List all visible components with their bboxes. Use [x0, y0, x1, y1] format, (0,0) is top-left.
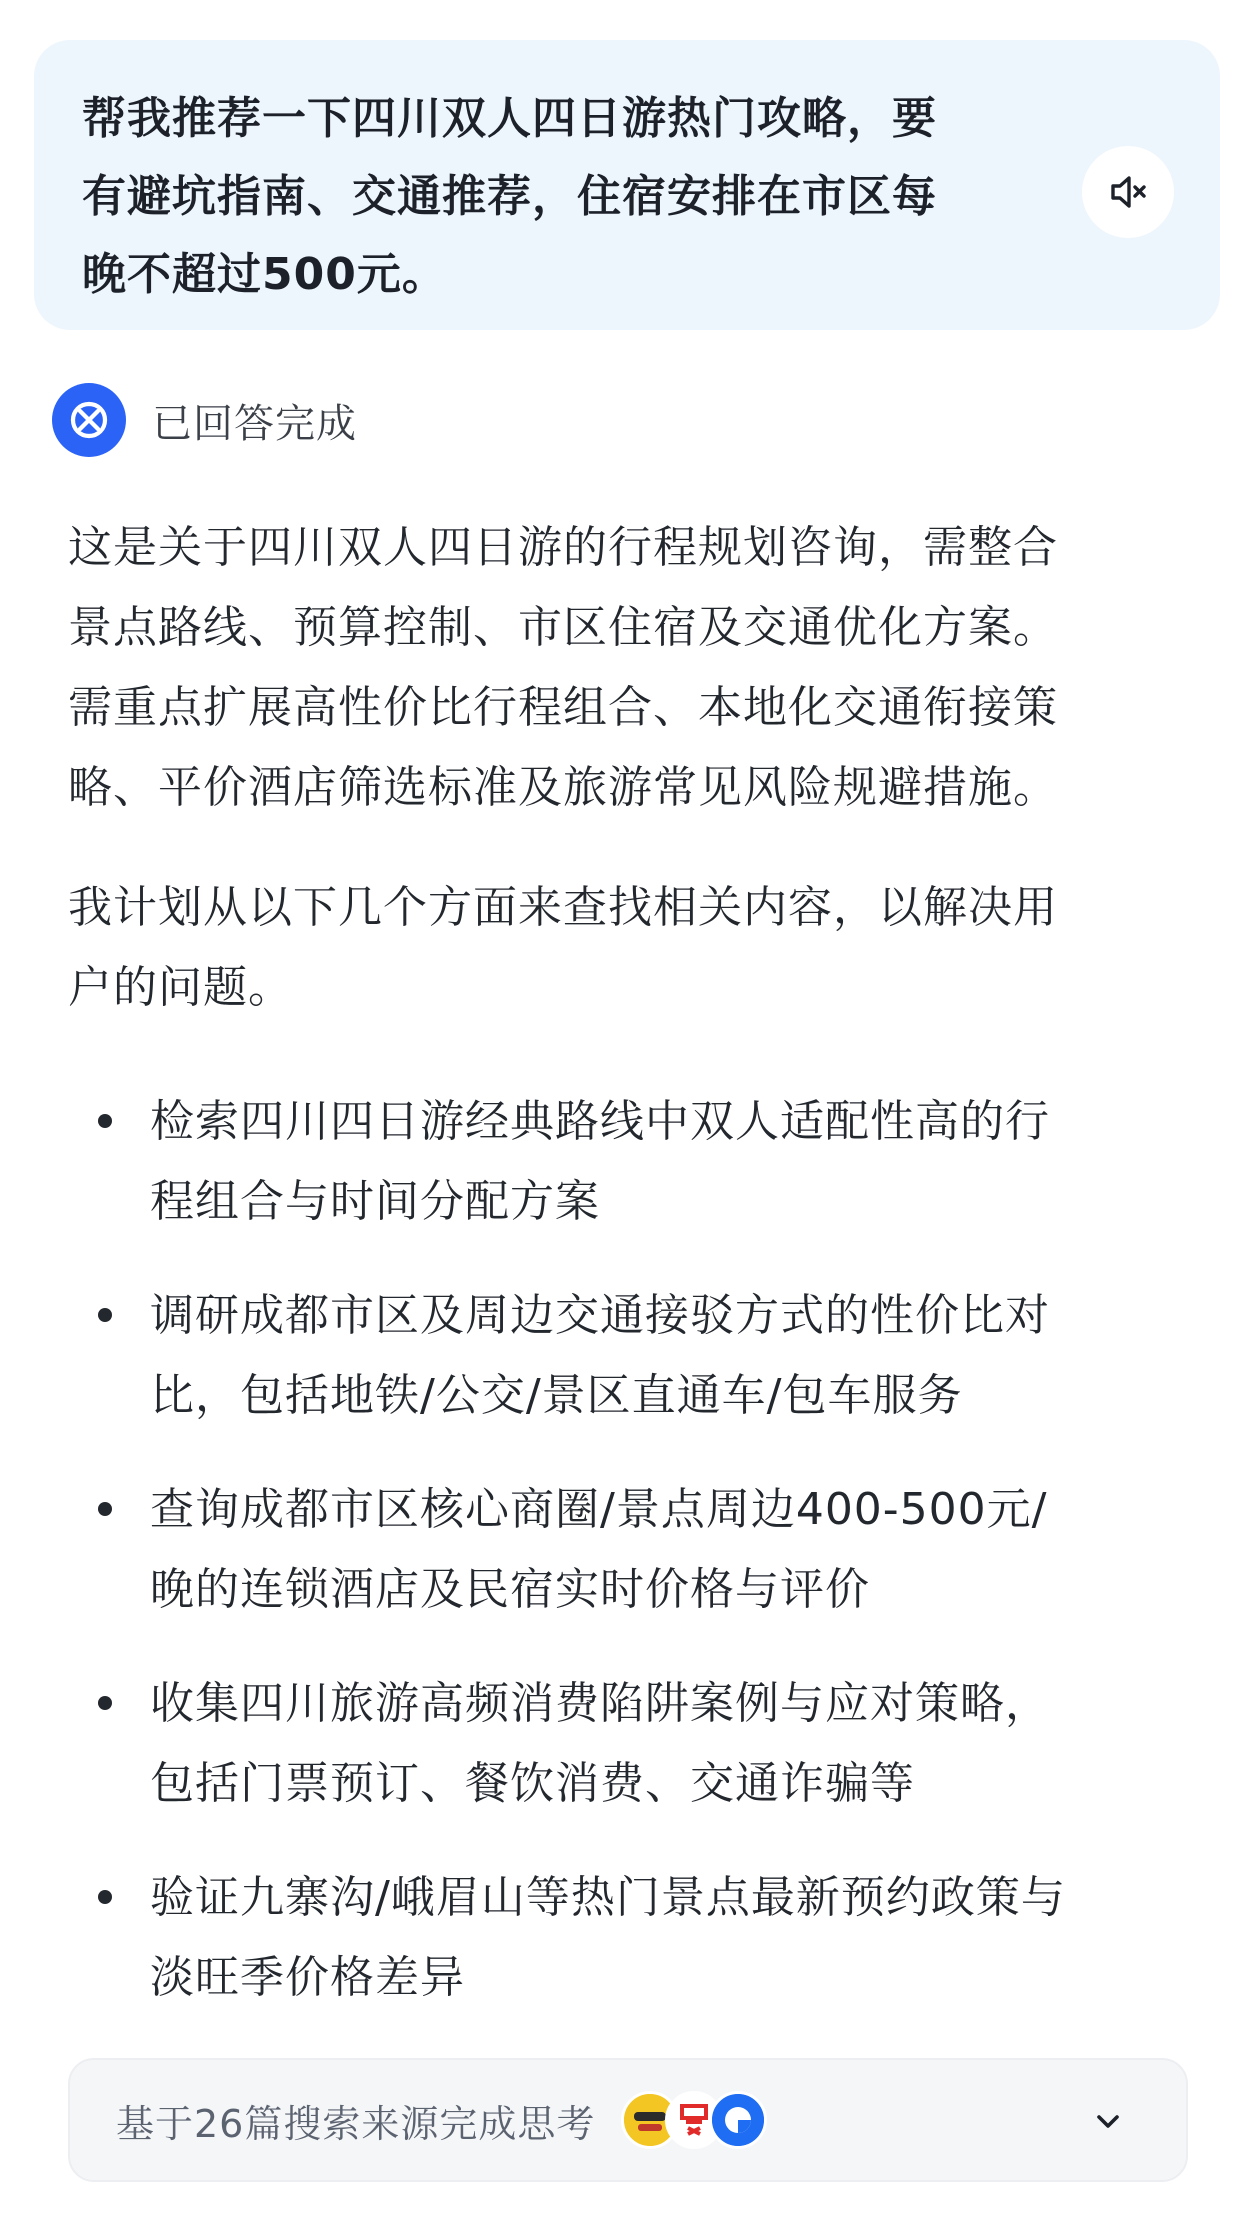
paragraph-line: 我计划从以下几个方面来查找相关内容，以解决用: [68, 882, 1058, 933]
bullet-line: 比，包括地铁/公交/景区直通车/包车服务: [150, 1370, 963, 1421]
plan-bullet-item: [68, 1664, 1198, 1824]
user-prompt-card: [34, 40, 1220, 330]
prompt-line: 晚不超过500元。: [82, 249, 447, 300]
user-prompt-text: [82, 80, 1062, 314]
plan-bullet-item: [68, 1082, 1198, 1242]
paragraph-line: 需重点扩展高性价比行程组合、本地化交通衔接策: [68, 682, 1058, 733]
bullet-line: 包括门票预订、餐饮消费、交通诈骗等: [150, 1758, 915, 1809]
source-avatar-3: [709, 2091, 767, 2149]
bullet-line: 晚的连锁酒店及民宿实时价格与评价: [150, 1564, 870, 1615]
bullet-line: 淡旺季价格差异: [150, 1952, 465, 2003]
answer-status-row: [52, 380, 357, 460]
answer-paragraph-plan: [68, 868, 1198, 1028]
bullet-dot-icon: [98, 1502, 112, 1516]
bullet-dot-icon: [98, 1308, 112, 1322]
assistant-logo-icon: [52, 383, 126, 457]
assistant-logo-glyph: [65, 396, 113, 444]
bullet-dot-icon: [98, 1696, 112, 1710]
bullet-line: 验证九寨沟/峨眉山等热门景点最新预约政策与: [150, 1872, 1066, 1923]
answer-status-text: 已回答完成: [152, 400, 357, 447]
chevron-down-icon[interactable]: [1088, 2102, 1128, 2142]
paragraph-line: 略、平价酒店筛选标准及旅游常见风险规避措施。: [68, 762, 1058, 813]
answer-paragraph-intro: [68, 508, 1198, 828]
bullet-line: 程组合与时间分配方案: [150, 1176, 600, 1227]
plan-bullet-item: [68, 1858, 1198, 2018]
plan-bullet-list: [68, 1082, 1198, 2052]
prompt-line: 帮我推荐一下四川双人四日游热门攻略，要: [82, 93, 937, 144]
bullet-line: 检索四川四日游经典路线中双人适配性高的行: [150, 1096, 1050, 1147]
bullet-dot-icon: [98, 1890, 112, 1904]
speaker-mute-icon: [1107, 171, 1149, 213]
mute-audio-button[interactable]: [1082, 146, 1174, 238]
search-sources-toggle[interactable]: [68, 2058, 1188, 2182]
prompt-line: 有避坑指南、交通推荐，住宿安排在市区每: [82, 171, 937, 222]
search-sources-text: 基于26篇搜索来源完成思考: [116, 2101, 596, 2146]
bullet-line: 查询成都市区核心商圈/景点周边400-500元/: [150, 1484, 1048, 1535]
source-avatar-group: [621, 2091, 767, 2149]
plan-bullet-item: [68, 1276, 1198, 1436]
paragraph-line: 户的问题。: [68, 962, 293, 1013]
bullet-line: 收集四川旅游高频消费陷阱案例与应对策略，: [150, 1678, 1050, 1729]
bullet-line: 调研成都市区及周边交通接驳方式的性价比对: [150, 1290, 1050, 1341]
plan-bullet-item: [68, 1470, 1198, 1630]
paragraph-line: 这是关于四川双人四日游的行程规划咨询，需整合: [68, 522, 1058, 573]
bullet-dot-icon: [98, 1114, 112, 1128]
paragraph-line: 景点路线、预算控制、市区住宿及交通优化方案。: [68, 602, 1058, 653]
